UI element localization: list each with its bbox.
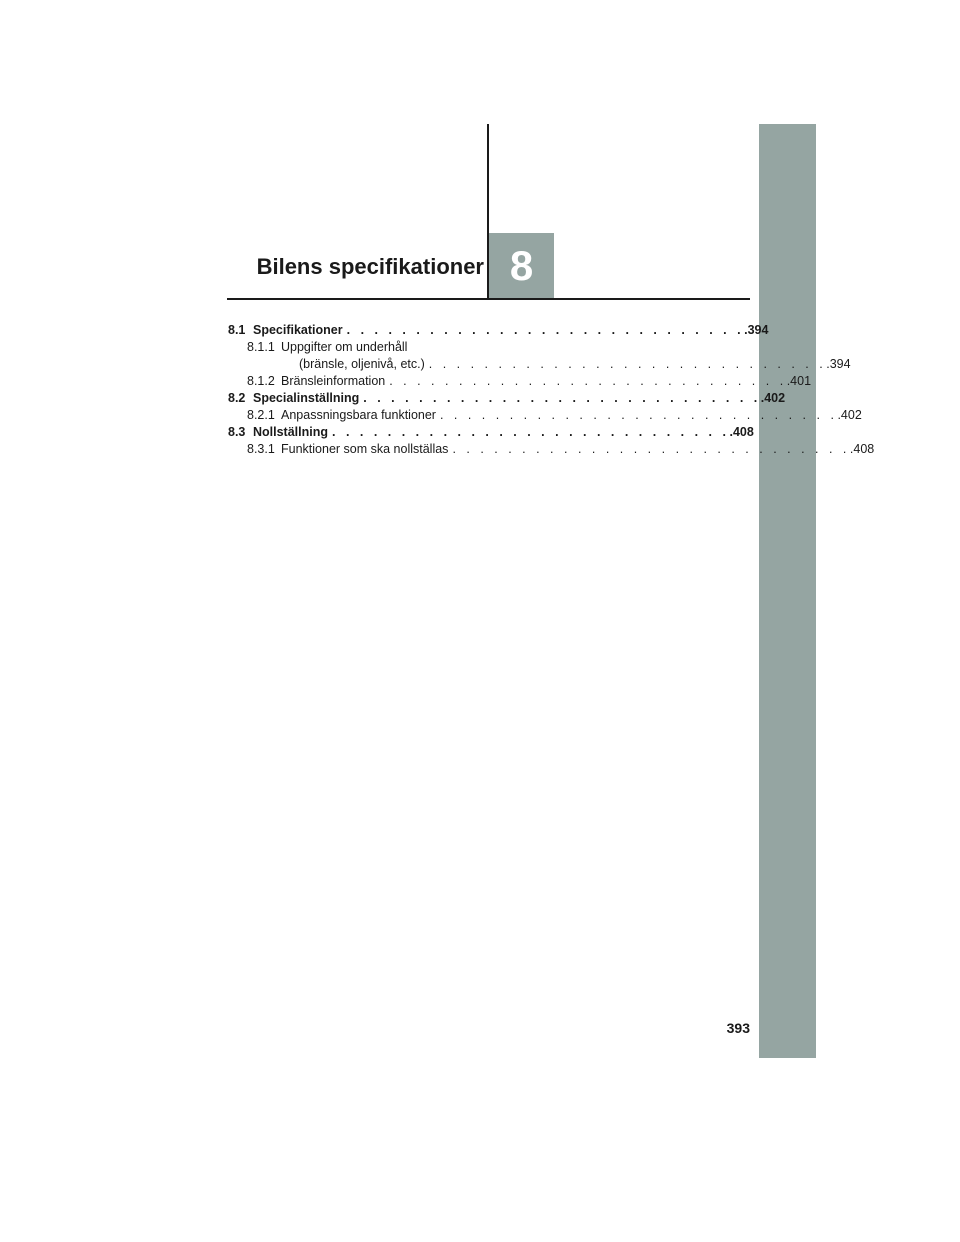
toc-entry-8-3-1[interactable] (228, 441, 875, 458)
chapter-title: Bilens specifikationer (256, 254, 484, 279)
toc-number: 8.2 (228, 391, 246, 405)
toc-leader: . . . . . . . . . . . . . . . . . . . . . . . . . . . . . (389, 374, 787, 388)
toc-page: .394 (826, 357, 851, 371)
toc-page: .402 (760, 391, 786, 405)
toc-page: .394 (744, 323, 769, 337)
toc-entry-8-2-1[interactable] (228, 407, 862, 424)
toc-leader: . . . . . . . . . . . . . . . . . . . . . . . . . . . . . (346, 323, 745, 337)
chapter-number: 8 (489, 233, 554, 298)
toc-leader: . . . . . . . . . . . . . . . . . . . . . . . . . . . . . (439, 408, 838, 422)
toc-number: 8.1.2 (247, 374, 275, 388)
toc-label: Funktioner som ska nollställas (281, 442, 449, 456)
side-tab (759, 124, 816, 1058)
toc-leader: . . . . . . . . . . . . . . . . . . . . . . . . . . . . . (428, 357, 827, 371)
toc-entry-8-1-2[interactable] (228, 373, 812, 390)
toc-page: .402 (837, 408, 862, 422)
toc-leader: . . . . . . . . . . . . . . . . . . . . . . . . . . . . . (332, 425, 730, 439)
toc-page: .408 (849, 442, 875, 456)
toc-label-line1: Uppgifter om underhåll (281, 340, 408, 354)
toc-label: Bränsleinformation (281, 374, 386, 388)
toc-number: 8.1.1 (247, 340, 275, 354)
toc-leader: . . . . . . . . . . . . . . . . . . . . . . . . . . . . . (452, 442, 850, 456)
toc-page: .408 (729, 425, 754, 439)
toc-leader: . . . . . . . . . . . . . . . . . . . . . . . . . . . . . (363, 391, 761, 405)
horizontal-rule (227, 298, 750, 300)
toc-number: 8.1 (228, 323, 246, 337)
toc-number: 8.3 (228, 425, 246, 439)
toc-entry-8-2[interactable] (228, 390, 786, 407)
toc-number: 8.3.1 (247, 442, 275, 456)
toc-page: .401 (786, 374, 812, 388)
toc-label: Specifikationer (253, 323, 343, 337)
toc-label-line2: (bränsle, oljenivå, etc.) (299, 357, 425, 371)
toc-label: Anpassningsbara funktioner (281, 408, 436, 422)
toc-label: Nollställning (253, 425, 328, 439)
toc-entry-8-1[interactable] (228, 322, 769, 339)
table-of-contents (228, 322, 875, 458)
toc-entry-8-1-1[interactable] (228, 339, 851, 373)
page-number: 393 (726, 1020, 750, 1036)
toc-label: Specialinställning (253, 391, 360, 405)
toc-entry-8-3[interactable] (228, 424, 754, 441)
toc-number: 8.2.1 (247, 408, 275, 422)
